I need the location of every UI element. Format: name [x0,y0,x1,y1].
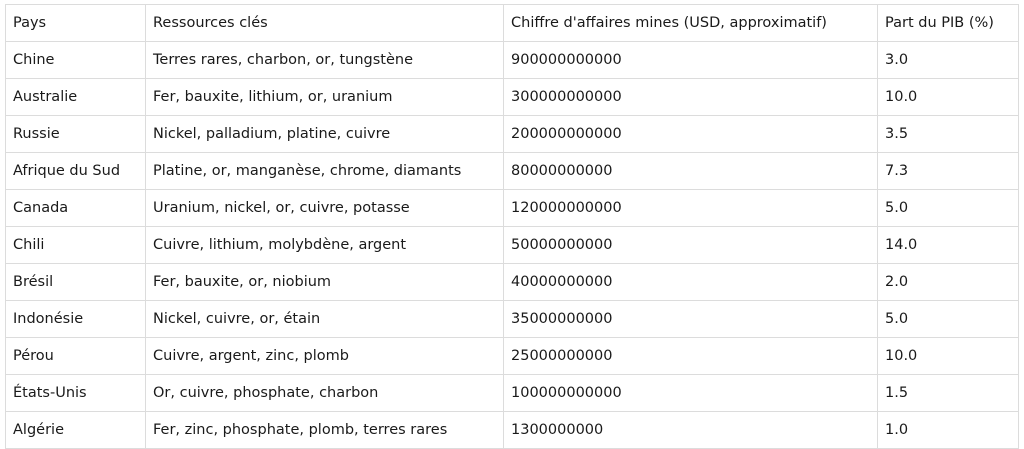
table-body [6,42,1019,449]
pays-cell: Russie [6,116,146,153]
chiffre-affaires-cell: 900000000000 [504,42,878,79]
ressources-cell: Uranium, nickel, or, cuivre, potasse [146,190,504,227]
part-pib-cell: 1.0 [878,412,1019,449]
table-row [6,79,1019,116]
table-row [6,264,1019,301]
ressources-cell: Or, cuivre, phosphate, charbon [146,375,504,412]
ressources-cell: Cuivre, argent, zinc, plomb [146,338,504,375]
chiffre-affaires-cell: 200000000000 [504,116,878,153]
pays-cell: Afrique du Sud [6,153,146,190]
header-cell-chiffre-affaires: Chiffre d'affaires mines (USD, approximatif) [504,5,878,42]
table-row [6,190,1019,227]
chiffre-affaires-cell: 100000000000 [504,375,878,412]
table-row [6,301,1019,338]
part-pib-cell: 5.0 [878,301,1019,338]
pays-cell: Chili [6,227,146,264]
part-pib-cell: 3.5 [878,116,1019,153]
part-pib-cell: 5.0 [878,190,1019,227]
pays-cell: Pérou [6,338,146,375]
part-pib-cell: 10.0 [878,79,1019,116]
part-pib-cell: 10.0 [878,338,1019,375]
ressources-cell: Cuivre, lithium, molybdène, argent [146,227,504,264]
table-row [6,412,1019,449]
chiffre-affaires-cell: 1300000000 [504,412,878,449]
chiffre-affaires-cell: 120000000000 [504,190,878,227]
table-row [6,338,1019,375]
part-pib-cell: 14.0 [878,227,1019,264]
part-pib-cell: 3.0 [878,42,1019,79]
header-cell-part-pib: Part du PIB (%) [878,5,1019,42]
table-row [6,153,1019,190]
pays-cell: Algérie [6,412,146,449]
part-pib-cell: 1.5 [878,375,1019,412]
data-table [5,4,1019,449]
table-row [6,375,1019,412]
ressources-cell: Terres rares, charbon, or, tungstène [146,42,504,79]
header-cell-pays: Pays [6,5,146,42]
header-cell-ressources: Ressources clés [146,5,504,42]
part-pib-cell: 7.3 [878,153,1019,190]
chiffre-affaires-cell: 300000000000 [504,79,878,116]
chiffre-affaires-cell: 35000000000 [504,301,878,338]
pays-cell: Chine [6,42,146,79]
ressources-cell: Nickel, palladium, platine, cuivre [146,116,504,153]
chiffre-affaires-cell: 25000000000 [504,338,878,375]
table-row [6,227,1019,264]
pays-cell: États-Unis [6,375,146,412]
table-row [6,116,1019,153]
ressources-cell: Fer, bauxite, lithium, or, uranium [146,79,504,116]
table-row [6,42,1019,79]
chiffre-affaires-cell: 40000000000 [504,264,878,301]
pays-cell: Australie [6,79,146,116]
table-header [6,5,1019,42]
part-pib-cell: 2.0 [878,264,1019,301]
header-row [6,5,1019,42]
pays-cell: Brésil [6,264,146,301]
ressources-cell: Fer, bauxite, or, niobium [146,264,504,301]
chiffre-affaires-cell: 50000000000 [504,227,878,264]
ressources-cell: Fer, zinc, phosphate, plomb, terres rares [146,412,504,449]
chiffre-affaires-cell: 80000000000 [504,153,878,190]
ressources-cell: Platine, or, manganèse, chrome, diamants [146,153,504,190]
pays-cell: Canada [6,190,146,227]
pays-cell: Indonésie [6,301,146,338]
ressources-cell: Nickel, cuivre, or, étain [146,301,504,338]
